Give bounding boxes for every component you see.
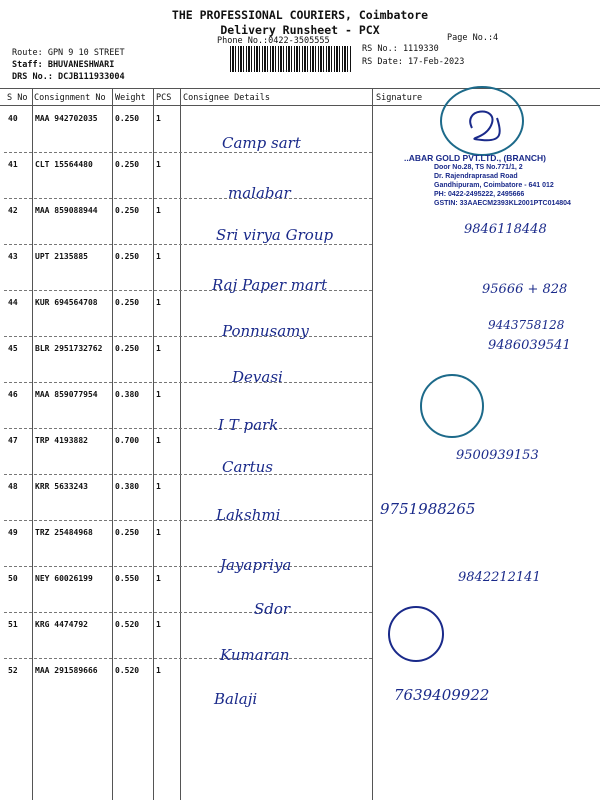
col-pcs: PCS <box>156 93 172 103</box>
row-pcs: 1 <box>156 114 161 123</box>
row-separator <box>4 658 372 659</box>
stamp-line: Gandhipuram, Coimbatore - 641 012 <box>434 182 554 189</box>
row-weight: 0.250 <box>115 114 140 123</box>
round-stamp <box>440 86 524 156</box>
row-separator <box>4 244 372 245</box>
signature-phone: 9846118448 <box>464 222 547 237</box>
row-pcs: 1 <box>156 206 161 215</box>
row-separator <box>4 474 372 475</box>
row-weight: 0.250 <box>115 160 140 169</box>
table-row <box>0 344 372 358</box>
table-row <box>0 206 372 220</box>
col-sno: S No <box>7 93 28 103</box>
row-pcs: 1 <box>156 436 161 445</box>
column-divider <box>372 88 373 800</box>
phone-number: Phone No.:0422-3505555 <box>217 36 330 46</box>
signature-phone: 95666 + 828 <box>482 282 568 297</box>
row-sno: 40 <box>8 114 18 123</box>
row-consignment: KUR 694564708 <box>35 298 98 307</box>
handwritten-consignee: Devasi <box>232 368 283 386</box>
handwritten-consignee: Sri virya Group <box>216 226 334 244</box>
row-consignment: MAA 942702035 <box>35 114 98 123</box>
row-separator <box>4 336 372 337</box>
signature-phone: 9443758128 <box>488 318 565 332</box>
signature-phone: 9486039541 <box>488 338 571 353</box>
signature-phone: 9500939153 <box>456 448 539 463</box>
col-consignment: Consignment No <box>34 93 106 103</box>
row-consignment: MAA 859077954 <box>35 390 98 399</box>
table-row <box>0 390 372 404</box>
row-pcs: 1 <box>156 344 161 353</box>
signature-phone: 7639409922 <box>394 686 490 704</box>
row-separator <box>4 382 372 383</box>
stamp-line: PH: 0422-2495222, 2495666 <box>434 191 525 198</box>
table-row <box>0 574 372 588</box>
company-title: THE PROFESSIONAL COURIERS, Coimbatore <box>171 8 429 22</box>
handwritten-consignee: I T park <box>218 416 279 434</box>
col-weight: Weight <box>115 93 146 103</box>
row-sno: 44 <box>8 298 18 307</box>
signature-scribble <box>442 88 522 154</box>
row-weight: 0.380 <box>115 390 140 399</box>
row-separator <box>4 198 372 199</box>
row-pcs: 1 <box>156 390 161 399</box>
row-sno: 42 <box>8 206 18 215</box>
row-weight: 0.700 <box>115 436 140 445</box>
stamp-name: ..ABAR GOLD PVT.LTD., (BRANCH) <box>404 153 546 163</box>
row-sno: 50 <box>8 574 18 583</box>
table-row <box>0 482 372 496</box>
row-consignment: NEY 60026199 <box>35 574 93 583</box>
signature-phone: 9842212141 <box>458 570 541 585</box>
row-weight: 0.520 <box>115 666 140 675</box>
table-row <box>0 620 372 634</box>
table-row <box>0 160 372 174</box>
row-consignment: CLT 15564480 <box>35 160 93 169</box>
row-consignment: TRZ 25484968 <box>35 528 93 537</box>
row-pcs: 1 <box>156 482 161 491</box>
company-stamp <box>404 154 594 208</box>
round-stamp <box>420 374 484 438</box>
row-separator <box>4 428 372 429</box>
table-row <box>0 436 372 450</box>
stamp-line: GSTIN: 33AAECM2393KL2001PTC014804 <box>434 200 571 207</box>
row-consignment: BLR 2951732762 <box>35 344 103 353</box>
signature-phone: 9751988265 <box>380 500 476 518</box>
row-consignment: TRP 4193882 <box>35 436 88 445</box>
drs-number: DRS No.: DCJB111933004 <box>12 72 125 82</box>
row-weight: 0.520 <box>115 620 140 629</box>
row-consignment: MAA 859088944 <box>35 206 98 215</box>
row-weight: 0.250 <box>115 344 140 353</box>
row-sno: 41 <box>8 160 18 169</box>
row-separator <box>4 520 372 521</box>
handwritten-consignee: malabar <box>228 184 291 202</box>
handwritten-consignee: Balaji <box>214 690 258 708</box>
row-pcs: 1 <box>156 574 161 583</box>
row-consignment: KRG 4474792 <box>35 620 88 629</box>
handwritten-consignee: Camp sart <box>222 134 301 152</box>
stamp-line: Door No.28, TS No.771/1, 2 <box>434 164 523 171</box>
handwritten-consignee: Jayapriya <box>220 556 292 574</box>
col-consignee: Consignee Details <box>183 93 270 103</box>
col-signature: Signature <box>376 93 423 103</box>
staff-label: Staff: BHUVANESHWARI <box>12 60 115 70</box>
row-sno: 51 <box>8 620 18 629</box>
row-sno: 46 <box>8 390 18 399</box>
row-weight: 0.250 <box>115 298 140 307</box>
table-row <box>0 114 372 128</box>
rs-date: RS Date: 17-Feb-2023 <box>362 57 465 67</box>
handwritten-consignee: Sdor <box>254 600 291 618</box>
row-weight: 0.250 <box>115 252 140 261</box>
table-row <box>0 528 372 542</box>
page-number: Page No.:4 <box>447 33 499 43</box>
handwritten-consignee: Cartus <box>222 458 273 476</box>
runsheet-title: Delivery Runsheet - PCX <box>220 23 380 37</box>
handwritten-consignee: Raj Paper mart <box>212 276 328 294</box>
table-row <box>0 252 372 266</box>
row-sno: 52 <box>8 666 18 675</box>
handwritten-consignee: Kumaran <box>220 646 290 664</box>
row-sno: 47 <box>8 436 18 445</box>
row-sno: 45 <box>8 344 18 353</box>
row-consignment: UPT 2135885 <box>35 252 88 261</box>
row-separator <box>4 152 372 153</box>
route-label: Route: GPN 9 10 STREET <box>12 48 125 58</box>
round-stamp <box>388 606 444 662</box>
row-pcs: 1 <box>156 252 161 261</box>
row-pcs: 1 <box>156 160 161 169</box>
handwritten-consignee: Ponnusamy <box>222 322 309 340</box>
row-consignment: MAA 291589666 <box>35 666 98 675</box>
row-sno: 49 <box>8 528 18 537</box>
barcode <box>230 46 352 72</box>
table-row <box>0 298 372 312</box>
rs-number: RS No.: 1119330 <box>362 44 439 54</box>
row-weight: 0.250 <box>115 206 140 215</box>
row-pcs: 1 <box>156 298 161 307</box>
row-weight: 0.550 <box>115 574 140 583</box>
table-row <box>0 666 372 680</box>
row-consignment: KRR 5633243 <box>35 482 88 491</box>
handwritten-consignee: Lakshmi <box>216 506 281 524</box>
row-sno: 43 <box>8 252 18 261</box>
row-pcs: 1 <box>156 666 161 675</box>
row-weight: 0.380 <box>115 482 140 491</box>
row-weight: 0.250 <box>115 528 140 537</box>
row-separator <box>4 612 372 613</box>
row-pcs: 1 <box>156 528 161 537</box>
row-pcs: 1 <box>156 620 161 629</box>
row-separator <box>4 566 372 567</box>
stamp-line: Dr. Rajendraprasad Road <box>434 173 518 180</box>
row-sno: 48 <box>8 482 18 491</box>
